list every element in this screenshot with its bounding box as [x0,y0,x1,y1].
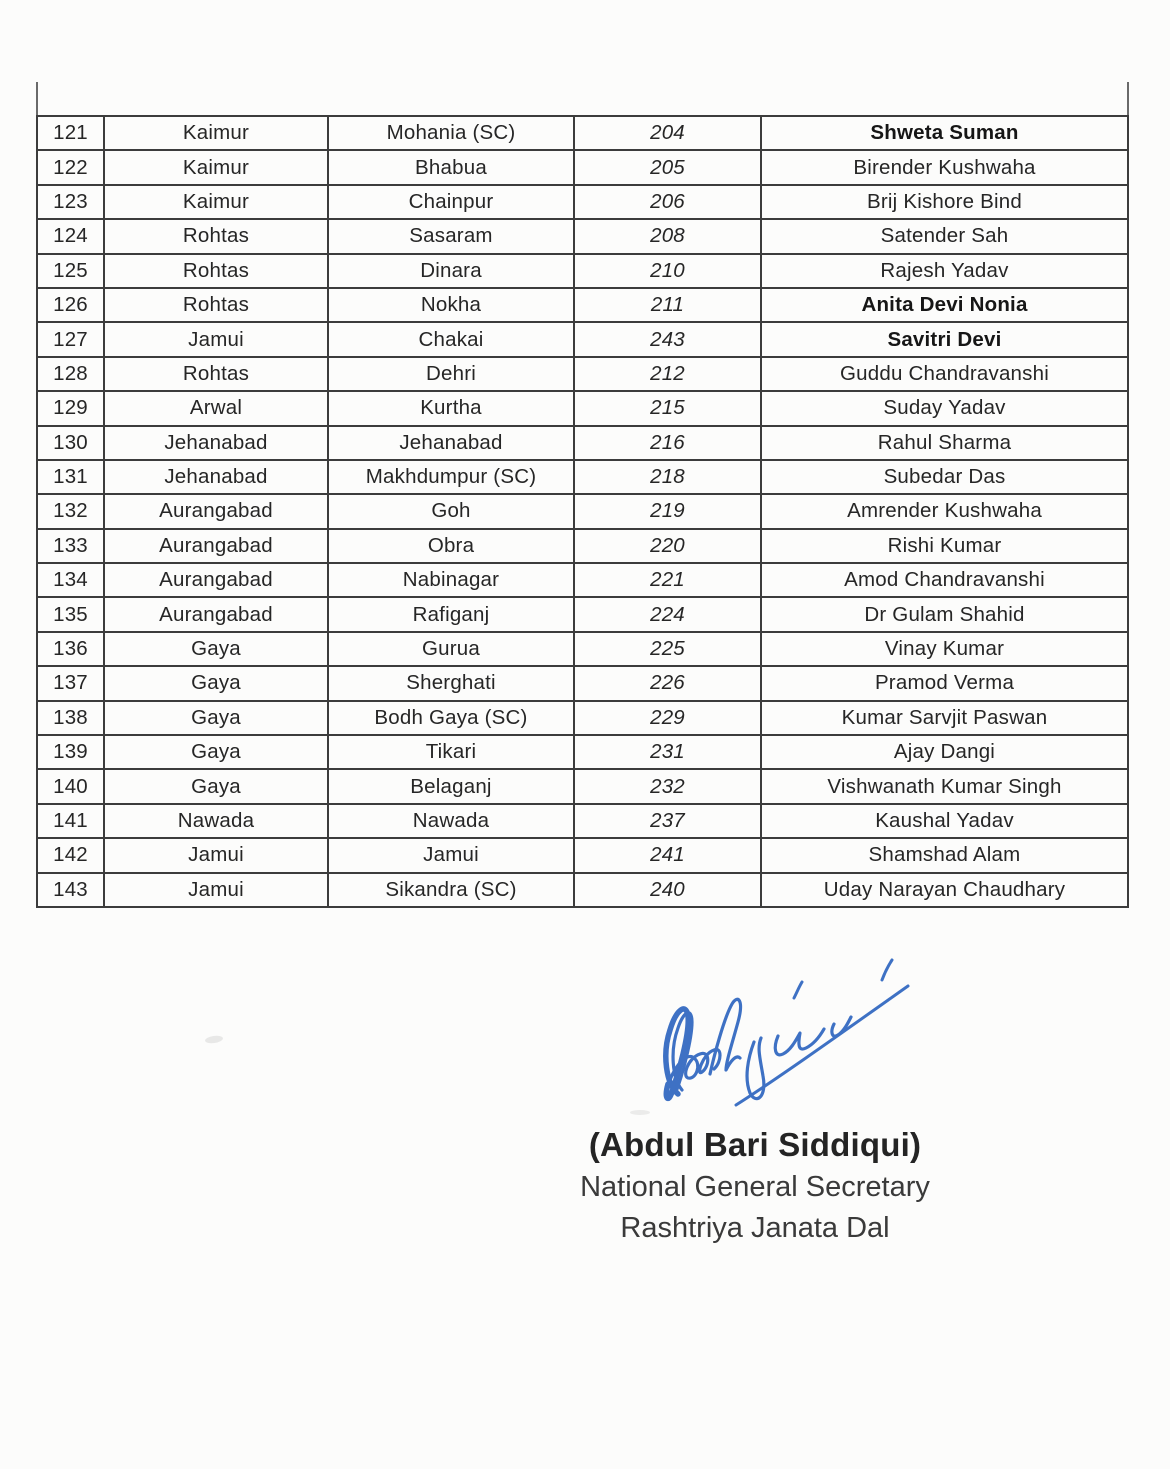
constituency-cell: Bhabua [328,150,574,184]
table-row [37,666,1128,700]
table-top-partial-row [36,82,1129,116]
candidate-name-cell: Dr Gulam Shahid [761,597,1128,631]
constituency-cell: Sherghati [328,666,574,700]
table-row [37,322,1128,356]
table-row [37,838,1128,872]
signatory-title: National General Secretary [580,1171,930,1203]
district-cell: Aurangabad [104,529,328,563]
constituency-number-cell: 221 [574,563,761,597]
signatory-block [520,1126,990,1245]
constituency-number-cell: 210 [574,254,761,288]
constituency-cell: Obra [328,529,574,563]
constituency-cell: Kurtha [328,391,574,425]
candidate-name-cell: Ajay Dangi [761,735,1128,769]
constituency-cell: Nokha [328,288,574,322]
district-cell: Rohtas [104,219,328,253]
signatory-name: (Abdul Bari Siddiqui) [588,1126,922,1163]
serial-cell: 134 [37,563,104,597]
table-row [37,735,1128,769]
constituency-number-cell: 218 [574,460,761,494]
district-cell: Gaya [104,632,328,666]
constituency-cell: Sikandra (SC) [328,873,574,907]
constituency-cell: Mohania (SC) [328,116,574,150]
constituency-number-cell: 232 [574,769,761,803]
district-cell: Aurangabad [104,563,328,597]
district-cell: Kaimur [104,185,328,219]
serial-cell: 133 [37,529,104,563]
constituency-number-cell: 212 [574,357,761,391]
constituency-number-cell: 220 [574,529,761,563]
constituency-number-cell: 215 [574,391,761,425]
constituency-number-cell: 219 [574,494,761,528]
district-cell: Jehanabad [104,426,328,460]
serial-cell: 137 [37,666,104,700]
candidate-name-cell: Kaushal Yadav [761,804,1128,838]
district-cell: Gaya [104,735,328,769]
constituency-number-cell: 229 [574,701,761,735]
candidate-name-cell: Vishwanath Kumar Singh [761,769,1128,803]
constituency-number-cell: 208 [574,219,761,253]
serial-cell: 139 [37,735,104,769]
district-cell: Jamui [104,322,328,356]
candidate-name-cell: Subedar Das [761,460,1128,494]
constituency-cell: Tikari [328,735,574,769]
constituency-number-cell: 224 [574,597,761,631]
district-cell: Rohtas [104,288,328,322]
table-row [37,391,1128,425]
district-cell: Aurangabad [104,597,328,631]
district-cell: Jamui [104,873,328,907]
constituency-number-cell: 243 [574,322,761,356]
table-row [37,254,1128,288]
district-cell: Rohtas [104,357,328,391]
table-row [37,494,1128,528]
district-cell: Kaimur [104,150,328,184]
constituency-number-cell: 240 [574,873,761,907]
candidate-name-cell: Guddu Chandravanshi [761,357,1128,391]
serial-cell: 130 [37,426,104,460]
serial-cell: 143 [37,873,104,907]
serial-cell: 135 [37,597,104,631]
serial-cell: 122 [37,150,104,184]
constituency-number-cell: 205 [574,150,761,184]
serial-cell: 123 [37,185,104,219]
candidate-name-cell: Brij Kishore Bind [761,185,1128,219]
constituency-number-cell: 204 [574,116,761,150]
table-row [37,563,1128,597]
serial-cell: 140 [37,769,104,803]
constituency-number-cell: 216 [574,426,761,460]
serial-cell: 141 [37,804,104,838]
serial-cell: 138 [37,701,104,735]
serial-cell: 132 [37,494,104,528]
constituency-cell: Chakai [328,322,574,356]
table-row [37,288,1128,322]
table-row [37,529,1128,563]
serial-cell: 124 [37,219,104,253]
candidate-name-cell: Birender Kushwaha [761,150,1128,184]
table-row [37,632,1128,666]
candidate-name-cell: Satender Sah [761,219,1128,253]
handwritten-signature [640,952,930,1122]
candidate-name-cell: Amrender Kushwaha [761,494,1128,528]
candidate-name-cell: Uday Narayan Chaudhary [761,873,1128,907]
constituency-cell: Jehanabad [328,426,574,460]
table-row [37,219,1128,253]
district-cell: Arwal [104,391,328,425]
serial-cell: 131 [37,460,104,494]
constituency-number-cell: 237 [574,804,761,838]
candidate-name-cell: Pramod Verma [761,666,1128,700]
serial-cell: 136 [37,632,104,666]
constituency-cell: Chainpur [328,185,574,219]
serial-cell: 129 [37,391,104,425]
candidate-name-cell: Shamshad Alam [761,838,1128,872]
serial-cell: 121 [37,116,104,150]
district-cell: Gaya [104,701,328,735]
district-cell: Kaimur [104,116,328,150]
district-cell: Rohtas [104,254,328,288]
table-row [37,185,1128,219]
constituency-cell: Belaganj [328,769,574,803]
constituency-cell: Nawada [328,804,574,838]
district-cell: Gaya [104,769,328,803]
constituency-cell: Sasaram [328,219,574,253]
candidate-name-cell: Rajesh Yadav [761,254,1128,288]
table-row [37,460,1128,494]
table-row [37,701,1128,735]
serial-cell: 128 [37,357,104,391]
candidate-name-cell: Savitri Devi [761,322,1128,356]
candidates-table-body [37,116,1128,907]
constituency-cell: Makhdumpur (SC) [328,460,574,494]
constituency-cell: Gurua [328,632,574,666]
candidate-name-cell: Suday Yadav [761,391,1128,425]
serial-cell: 126 [37,288,104,322]
candidate-name-cell: Shweta Suman [761,116,1128,150]
table-row [37,426,1128,460]
table-row [37,873,1128,907]
constituency-number-cell: 241 [574,838,761,872]
serial-cell: 125 [37,254,104,288]
constituency-number-cell: 206 [574,185,761,219]
district-cell: Jehanabad [104,460,328,494]
constituency-cell: Rafiganj [328,597,574,631]
candidate-name-cell: Amod Chandravanshi [761,563,1128,597]
district-cell: Gaya [104,666,328,700]
constituency-number-cell: 231 [574,735,761,769]
candidate-name-cell: Anita Devi Nonia [761,288,1128,322]
constituency-number-cell: 225 [574,632,761,666]
table-row [37,597,1128,631]
candidate-name-cell: Rishi Kumar [761,529,1128,563]
table-row [37,769,1128,803]
serial-cell: 127 [37,322,104,356]
constituency-cell: Goh [328,494,574,528]
table-row [37,116,1128,150]
serial-cell: 142 [37,838,104,872]
candidate-name-cell: Rahul Sharma [761,426,1128,460]
constituency-cell: Nabinagar [328,563,574,597]
district-cell: Jamui [104,838,328,872]
candidate-name-cell: Vinay Kumar [761,632,1128,666]
constituency-number-cell: 226 [574,666,761,700]
table-row [37,150,1128,184]
signatory-organization: Rashtriya Janata Dal [620,1212,890,1244]
scan-smudge [630,1110,650,1115]
district-cell: Nawada [104,804,328,838]
scan-smudge [205,1035,224,1044]
constituency-cell: Dinara [328,254,574,288]
district-cell: Aurangabad [104,494,328,528]
table-row [37,357,1128,391]
constituency-cell: Jamui [328,838,574,872]
constituency-cell: Bodh Gaya (SC) [328,701,574,735]
candidates-table [36,115,1129,908]
table-row [37,804,1128,838]
constituency-cell: Dehri [328,357,574,391]
candidate-name-cell: Kumar Sarvjit Paswan [761,701,1128,735]
constituency-number-cell: 211 [574,288,761,322]
